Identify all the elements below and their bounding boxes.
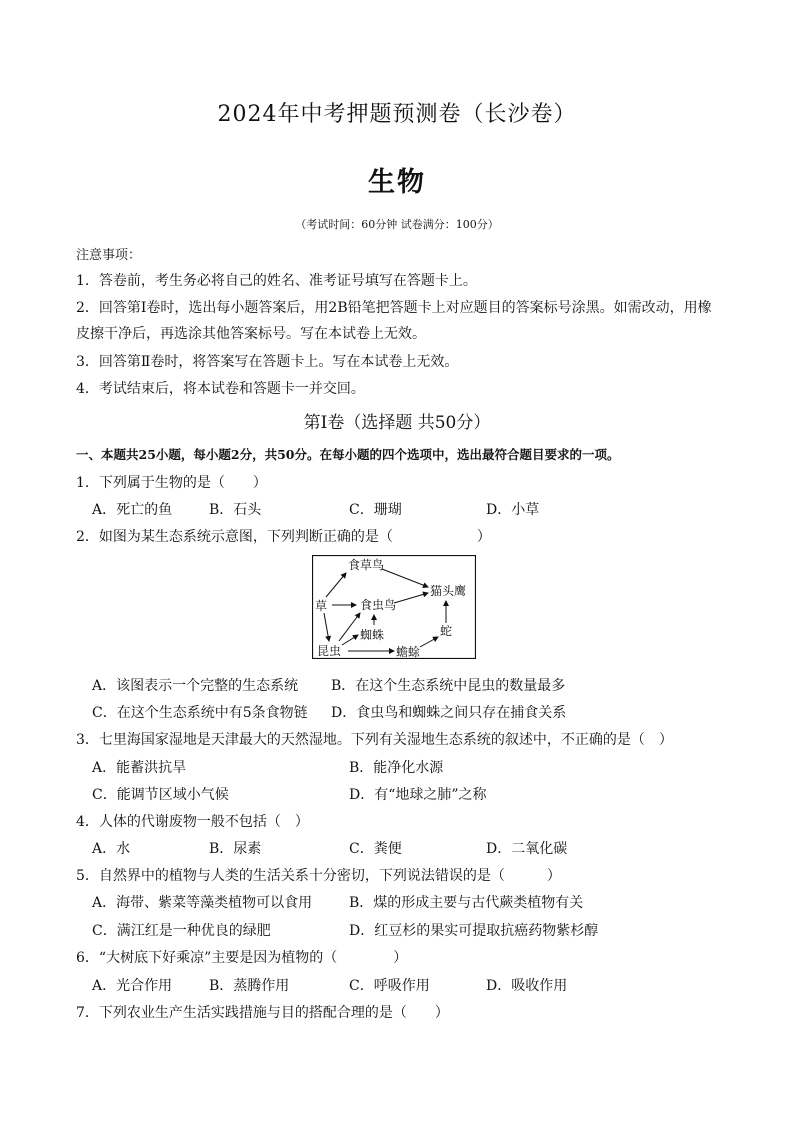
- q3-option-a: A．能蓄洪抗旱: [92, 760, 187, 776]
- question-5-stem: 5．自然界中的植物与人类的生活关系十分密切，下列说法错误的是（ ）: [76, 868, 561, 884]
- q2-option-b: B．在这个生态系统中昆虫的数量最多: [331, 678, 566, 694]
- question-4-stem: 4．人体的代谢废物一般不包括（ ）: [76, 814, 309, 830]
- notes-heading: 注意事项：: [76, 248, 142, 263]
- arrow-insect-to-spider: [342, 635, 358, 645]
- node-owl: 猫头鹰: [430, 584, 467, 598]
- q1-option-c: C．珊瑚: [349, 502, 402, 518]
- question-6-stem: 6．“大树底下好乘凉”主要是因为植物的（ ）: [76, 950, 408, 966]
- food-web-diagram: [312, 555, 476, 659]
- q3-option-c: C．能调节区域小气候: [92, 787, 229, 803]
- arrow-insectivore-bird-to-owl: [394, 593, 428, 603]
- exam-title: 2024年中考押题预测卷（长沙卷）: [217, 102, 577, 127]
- q6-option-c: C．呼吸作用: [349, 978, 430, 994]
- exam-info: （考试时间：60分钟 试卷满分：100分）: [295, 218, 499, 231]
- section-title: 第Ⅰ卷（选择题 共50分）: [303, 413, 491, 433]
- q5-option-d: D．红豆杉的果实可提取抗癌药物紫杉醇: [349, 923, 599, 939]
- q1-option-b: B．石头: [209, 502, 262, 518]
- q6-option-b: B．蒸腾作用: [209, 978, 290, 994]
- q3-option-b: B．能净化水源: [349, 760, 444, 776]
- question-7-stem: 7．下列农业生产生活实践措施与目的搭配合理的是（ ）: [76, 1005, 449, 1021]
- node-spider: 蜘蛛: [360, 628, 385, 642]
- q3-option-d: D．有“地球之肺”之称: [349, 787, 487, 803]
- q4-option-b: B．尿素: [209, 841, 262, 857]
- question-2-stem: 2．如图为某生态系统示意图，下列判断正确的是（ ）: [76, 529, 491, 545]
- arrow-herbivore-bird-to-owl: [382, 569, 428, 587]
- q2-option-d: D．食虫鸟和蜘蛛之间只存在捕食关系: [331, 705, 567, 721]
- q1-option-a: A．死亡的鱼: [92, 502, 173, 518]
- note-4: 4．考试结束后，将本试卷和答题卡一并交回。: [76, 381, 365, 397]
- node-toad: 蟾蜍: [396, 645, 421, 659]
- section-instruction: 一、本题共25小题，每小题2分，共50分。在每小题的四个选项中，选出最符合题目要求的一项。: [76, 447, 620, 462]
- q2-option-a: A．该图表示一个完整的生态系统: [92, 678, 299, 694]
- arrow-grass-to-herbivore-bird: [326, 573, 346, 597]
- q5-option-a: A．海带、紫菜等藻类植物可以食用: [92, 895, 313, 911]
- question-1-stem: 1．下列属于生物的是（ ）: [76, 475, 267, 491]
- arrow-grass-to-insect: [324, 613, 329, 641]
- q4-option-c: C．粪便: [349, 841, 402, 857]
- q6-option-a: A．光合作用: [92, 978, 173, 994]
- note-1: 1．答卷前，考生务必将自己的姓名、准考证号填写在答题卡上。: [76, 273, 477, 289]
- note-2-line-2: 皮擦干净后，再选涂其他答案标号。写在本试卷上无效。: [76, 326, 426, 342]
- q2-option-c: C．在这个生态系统中有5条食物链: [92, 705, 308, 721]
- arrow-insect-to-insectivore-bird: [339, 613, 360, 641]
- node-insect: 昆虫: [317, 644, 342, 658]
- q4-option-a: A．水: [92, 841, 131, 857]
- node-grass: 草: [315, 599, 328, 613]
- arrow-toad-to-snake: [420, 637, 438, 647]
- note-2-line-1: 2．回答第Ⅰ卷时，选出每小题答案后，用2B铅笔把答题卡上对应题目的答案标号涂黑。如需改动，用橡: [76, 300, 712, 316]
- q6-option-d: D．吸收作用: [486, 978, 568, 994]
- q5-option-c: C．满江红是一种优良的绿肥: [92, 923, 271, 939]
- q4-option-d: D．二氧化碳: [486, 841, 568, 857]
- note-3: 3．回答第Ⅱ卷时，将答案写在答题卡上。写在本试卷上无效。: [76, 354, 459, 370]
- q1-option-d: D．小草: [486, 502, 540, 518]
- node-insectivore-bird: 食虫鸟: [360, 598, 397, 612]
- node-herbivore-bird: 食草鸟: [348, 558, 385, 572]
- question-3-stem: 3．七里海国家湿地是天津最大的天然湿地。下列有关湿地生态系统的叙述中，不正确的是（ ）: [76, 732, 673, 748]
- node-snake: 蛇: [440, 624, 453, 638]
- subject-title: 生物: [368, 167, 426, 198]
- q5-option-b: B．煤的形成主要与古代蕨类植物有关: [349, 895, 584, 911]
